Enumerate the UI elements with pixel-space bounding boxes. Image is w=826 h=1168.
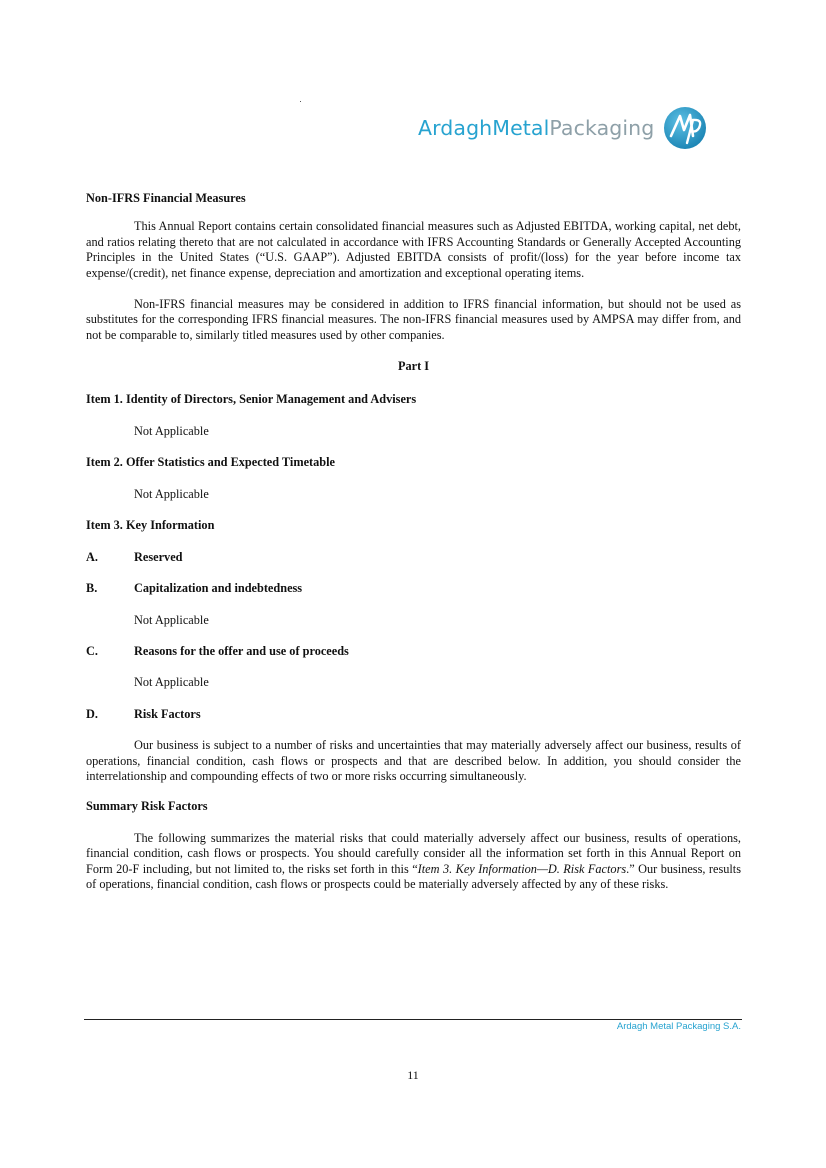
summary-risk-heading: Summary Risk Factors — [86, 799, 208, 814]
risk-factors-paragraph: Our business is subject to a number of risks and uncertainties that may materially adversely affect our business, results of operations, financial condition, cash flows or prospects and that are described below. In addition, you should consider the interrelationship and compounding effects of two or more risks occurring simultaneously. — [86, 738, 741, 783]
summary-text-italic-reference: Item 3. Key Information—D. Risk Factors — [417, 861, 627, 876]
subsection-c-title: Reasons for the offer and use of proceeds — [134, 643, 349, 658]
non-ifrs-paragraph-2: Non-IFRS financial measures may be considered in addition to IFRS financial information, but should not be used as substitutes for the corresponding IFRS financial measures. The non-IFRS financial measures used by AMPSA may differ from, and not be comparable to, similarly titled measures used by other companies. — [86, 297, 741, 342]
subsection-b — [86, 581, 741, 596]
footer-company-name: Ardagh Metal Packaging S.A. — [616, 1021, 741, 1032]
subsection-d — [86, 707, 741, 722]
logo-word-metal: Metal — [492, 116, 550, 140]
item-2-text: Not Applicable — [134, 486, 209, 501]
non-ifrs-paragraph-1: This Annual Report contains certain consolidated financial measures such as Adjusted EBITDA, working capital, net debt, and ratios relating thereto that are not calculated in accordance with IFRS Accounting Standards or Generally Accepted Accounting Principles in the United States (“U.S. GAAP”). Adjusted EBITDA consists of profit/(loss) for the year before income tax expense/(credit), net finance expense, depreciation and amortization and exceptional operating items. — [86, 219, 741, 280]
non-ifrs-heading: Non-IFRS Financial Measures — [86, 191, 246, 205]
summary-text-end: .” Our business, results of operations, financial condition, cash flows or prospects could be materially adversely affected by any of these risks. — [86, 861, 741, 891]
logo-wordmark — [418, 116, 654, 140]
logo-word-packaging: Packaging — [549, 116, 655, 140]
company-logo — [418, 104, 707, 152]
subsection-a-title: Reserved — [134, 549, 183, 564]
item-1-text: Not Applicable — [134, 424, 209, 439]
subsection-d-letter: D. — [86, 706, 98, 721]
summary-text-start: The following summarizes the material risks that could materially adversely affect our business, results of operations, financial condition, cash flows or prospects. You should carefully consider all the information set forth in this Annual Report on Form 20-F including, but not limited to, the risks set forth in this “ — [86, 830, 741, 876]
subsection-b-title: Capitalization and indebtedness — [134, 581, 303, 596]
stray-dot — [300, 101, 301, 102]
summary-risk-paragraph — [86, 831, 741, 893]
footer-divider — [84, 1019, 742, 1020]
amp-logo-icon — [663, 106, 707, 150]
subsection-c-letter: C. — [86, 643, 98, 658]
subsection-a-letter: A. — [86, 549, 98, 564]
subsection-c-text: Not Applicable — [134, 675, 209, 690]
page-number: 11 — [407, 1068, 419, 1082]
item-3-heading: Item 3. Key Information — [86, 518, 215, 533]
subsection-b-letter: B. — [86, 581, 98, 596]
logo-word-ardagh: Ardagh — [418, 116, 493, 140]
subsection-a — [86, 550, 741, 565]
item-1-heading: Item 1. Identity of Directors, Senior Management and Advisers — [86, 391, 417, 406]
subsection-b-text: Not Applicable — [134, 612, 209, 627]
document-body — [86, 191, 741, 892]
subsection-d-title: Risk Factors — [134, 706, 201, 721]
part-heading: Part I — [397, 359, 430, 374]
subsection-c — [86, 644, 741, 659]
item-2-heading: Item 2. Offer Statistics and Expected Timetable — [86, 455, 335, 470]
